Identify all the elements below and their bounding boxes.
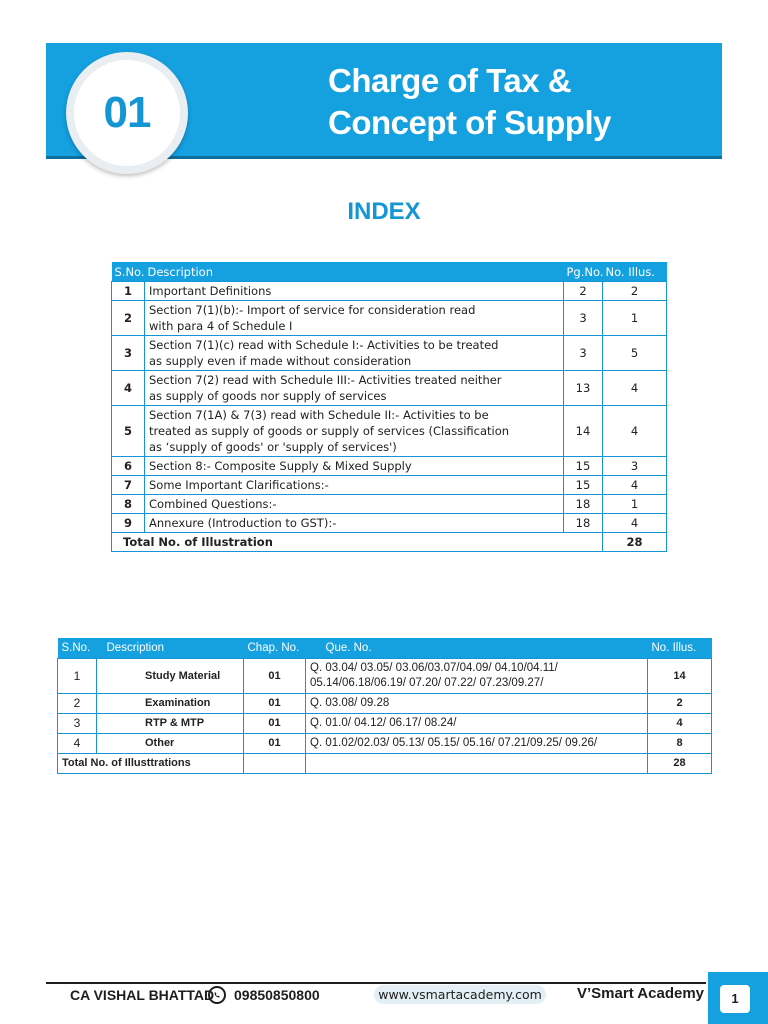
col-header-description: Description: [97, 638, 244, 659]
table-row: [112, 495, 667, 514]
footer-author: CA VISHAL BHATTAD: [70, 987, 215, 1003]
footer-phone-number: 09850850800: [234, 987, 320, 1003]
footer-website-link[interactable]: www.vsmartacademy.com: [374, 985, 546, 1004]
question-table-header: [58, 638, 712, 659]
table-row: [112, 476, 667, 495]
row-sno: 3: [58, 714, 97, 734]
row-chapter: 01: [244, 659, 306, 694]
chapter-number: 01: [103, 88, 151, 137]
row-sno: 1: [58, 659, 97, 694]
description-line: treated as supply of goods or supply of services (Classification: [149, 424, 510, 438]
row-sno: 4: [112, 371, 145, 406]
row-description: RTP & MTP: [97, 714, 244, 734]
description-line: Section 7(2) read with Schedule III:- Activities treated neither: [149, 373, 502, 387]
row-description: [145, 476, 564, 495]
total-label: Total No. of Illustration: [112, 533, 603, 552]
description-line: Section 8:- Composite Supply & Mixed Supply: [149, 459, 412, 473]
table-row: [58, 659, 712, 694]
table-row: [112, 301, 667, 336]
description-line: as ‘supply of goods' or 'supply of services'): [149, 440, 397, 454]
footer-brand: V’Smart Academy: [577, 985, 705, 1002]
index-table: [111, 262, 667, 552]
row-question-numbers: [306, 694, 648, 714]
row-description: Examination: [97, 694, 244, 714]
table-row: [58, 714, 712, 734]
row-page-number: 3: [564, 301, 603, 336]
row-chapter: 01: [244, 734, 306, 754]
description-line: as supply even if made without consideration: [149, 354, 412, 368]
row-illustration-count: 8: [648, 734, 712, 754]
row-sno: 9: [112, 514, 145, 533]
row-illustration-count: 4: [603, 514, 667, 533]
table-row: [58, 694, 712, 714]
row-sno: 8: [112, 495, 145, 514]
page-number: 1: [720, 985, 750, 1013]
total-value: 28: [603, 533, 667, 552]
row-sno: 5: [112, 406, 145, 457]
question-line: Q. 03.04/ 03.05/ 03.06/03.07/04.09/ 04.10/04.11/: [310, 662, 558, 674]
question-table: [57, 638, 712, 774]
col-header-chapter: Chap. No.: [244, 638, 306, 659]
row-illustration-count: 2: [648, 694, 712, 714]
row-illustration-count: 4: [603, 476, 667, 495]
row-sno: 4: [58, 734, 97, 754]
chapter-badge: [66, 52, 188, 174]
row-description: [145, 301, 564, 336]
row-sno: 2: [112, 301, 145, 336]
row-page-number: 15: [564, 476, 603, 495]
row-page-number: 18: [564, 495, 603, 514]
total-row: [112, 533, 667, 552]
row-illustration-count: 1: [603, 495, 667, 514]
row-sno: 1: [112, 282, 145, 301]
whatsapp-icon: [208, 986, 226, 1004]
row-sno: 3: [112, 336, 145, 371]
total-empty-cell: [306, 754, 648, 774]
row-description: [145, 336, 564, 371]
row-illustration-count: 3: [603, 457, 667, 476]
chapter-title: [328, 60, 708, 144]
total-row: [58, 754, 712, 774]
row-illustration-count: 4: [603, 406, 667, 457]
col-header-sno: S.No.: [58, 638, 97, 659]
table-row: [112, 457, 667, 476]
row-description: Other: [97, 734, 244, 754]
row-sno: 7: [112, 476, 145, 495]
footer-divider: [46, 982, 706, 984]
row-illustration-count: 4: [648, 714, 712, 734]
row-page-number: 15: [564, 457, 603, 476]
row-illustration-count: 5: [603, 336, 667, 371]
col-header-description: Description: [145, 262, 564, 282]
description-line: Section 7(1)(b):- Import of service for consideration read: [149, 303, 476, 317]
row-sno: 6: [112, 457, 145, 476]
row-page-number: 14: [564, 406, 603, 457]
total-label: Total No. of Illusttrations: [58, 754, 244, 774]
col-header-sno: S.No.: [112, 262, 145, 282]
row-illustration-count: 2: [603, 282, 667, 301]
col-header-question: Que. No.: [306, 638, 648, 659]
row-question-numbers: [306, 734, 648, 754]
description-line: Some Important Clarifications:-: [149, 478, 329, 492]
col-header-illus: No. Illus.: [648, 638, 712, 659]
question-line: 05.14/06.18/06.19/ 07.20/ 07.22/ 07.23/09.27/: [310, 677, 544, 689]
chapter-title-line1: Charge of Tax &: [328, 62, 572, 99]
row-chapter: 01: [244, 694, 306, 714]
table-row: [58, 734, 712, 754]
description-line: Combined Questions:-: [149, 497, 277, 511]
row-description: [145, 371, 564, 406]
col-header-page: Pg.No.: [564, 262, 603, 282]
index-table-header: [112, 262, 667, 282]
description-line: Important Definitions: [149, 284, 272, 298]
row-illustration-count: 14: [648, 659, 712, 694]
row-page-number: 18: [564, 514, 603, 533]
row-page-number: 2: [564, 282, 603, 301]
row-illustration-count: 1: [603, 301, 667, 336]
question-line: Q. 01.0/ 04.12/ 06.17/ 08.24/: [310, 717, 457, 729]
table-row: [112, 336, 667, 371]
row-description: [145, 495, 564, 514]
question-line: Q. 03.08/ 09.28: [310, 697, 390, 709]
footer-phone: [208, 986, 320, 1004]
table-row: [112, 282, 667, 301]
row-description: [145, 406, 564, 457]
table-row: [112, 371, 667, 406]
row-description: Study Material: [97, 659, 244, 694]
row-question-numbers: [306, 714, 648, 734]
description-line: with para 4 of Schedule I: [149, 319, 293, 333]
description-line: Annexure (Introduction to GST):-: [149, 516, 337, 530]
row-description: [145, 514, 564, 533]
row-page-number: 3: [564, 336, 603, 371]
row-page-number: 13: [564, 371, 603, 406]
chapter-title-line2: Concept of Supply: [328, 104, 611, 141]
row-chapter: 01: [244, 714, 306, 734]
row-description: [145, 457, 564, 476]
index-heading: INDEX: [347, 198, 421, 225]
question-line: Q. 01.02/02.03/ 05.13/ 05.15/ 05.16/ 07.21/09.25/ 09.26/: [310, 737, 598, 749]
description-line: Section 7(1A) & 7(3) read with Schedule II:- Activities to be: [149, 408, 489, 422]
row-description: [145, 282, 564, 301]
description-line: Section 7(1)(c) read with Schedule I:- Activities to be treated: [149, 338, 499, 352]
description-line: as supply of goods nor supply of services: [149, 389, 387, 403]
row-question-numbers: [306, 659, 648, 694]
col-header-illus: No. Illus.: [603, 262, 667, 282]
table-row: [112, 406, 667, 457]
total-empty-cell: [244, 754, 306, 774]
total-value: 28: [648, 754, 712, 774]
row-illustration-count: 4: [603, 371, 667, 406]
table-row: [112, 514, 667, 533]
row-sno: 2: [58, 694, 97, 714]
